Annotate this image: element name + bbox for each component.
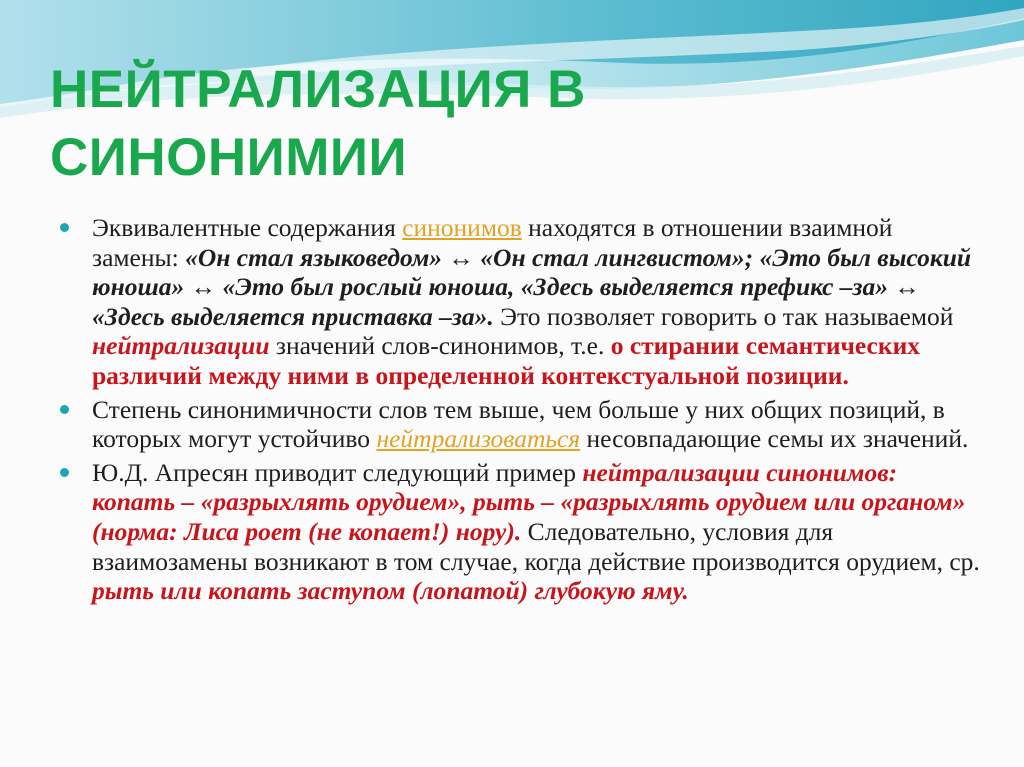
title-line-2: СИНОНИМИИ <box>50 128 408 187</box>
p1-text-1: Эквивалентные содержания <box>92 213 403 242</box>
p1-text-2: находятся в отношении взаимной замены: <box>92 213 893 272</box>
paragraph-1 <box>60 213 980 391</box>
bullet-dot-icon <box>60 468 69 477</box>
slide-body <box>60 213 980 610</box>
p1-term-neutralization: нейтрализации <box>92 331 270 361</box>
p1-text-4: значений слов-синонимов, т.е. <box>269 331 611 361</box>
p3-example-1: нейтрализации синонимов: копать – «разрыхлять орудием», рыть – «разрыхлять орудием или органом» (норма: Лиса роет (не копает!) нору). <box>92 457 966 546</box>
p3-example-2: рыть или копать заступом (лопатой) глубокую яму. <box>92 576 689 606</box>
slide-title <box>50 56 950 192</box>
p3-text-2: Следовательно, условия для взаимозамены возникают в том случае, когда действие производится орудием, ср. <box>92 516 980 576</box>
paragraph-2 <box>60 395 980 454</box>
p2-text-2: несовпадающие семы их значений. <box>580 424 969 454</box>
link-neutralize[interactable]: нейтрализоваться <box>376 424 581 454</box>
paragraph-3 <box>60 458 980 606</box>
p3-text-1: Ю.Д. Апресян приводит следующий пример <box>92 457 583 487</box>
p1-examples: «Он стал языковедом» ↔ «Он стал лингвистом»; «Это был высокий юноша» ↔ «Это был рослый юноша, «Здесь выделяется префикс –за» ↔ «Здесь выделяется приставка –за». <box>92 242 972 331</box>
bullet-dot-icon <box>60 223 69 232</box>
p1-emphasis: о стирании семантических различий между ними в определенной контекстуальной позиции. <box>92 331 921 390</box>
title-line-1: НЕЙТРАЛИЗАЦИЯ В <box>50 60 586 119</box>
bullet-dot-icon <box>60 405 69 414</box>
p1-text-3: Это позволяет говорить о так называемой <box>493 301 954 331</box>
link-synonyms[interactable]: синонимов <box>402 213 522 242</box>
p2-text-1: Степень синонимичности слов тем выше, чем больше у них общих позиций, в которых могут устойчиво <box>92 394 945 454</box>
